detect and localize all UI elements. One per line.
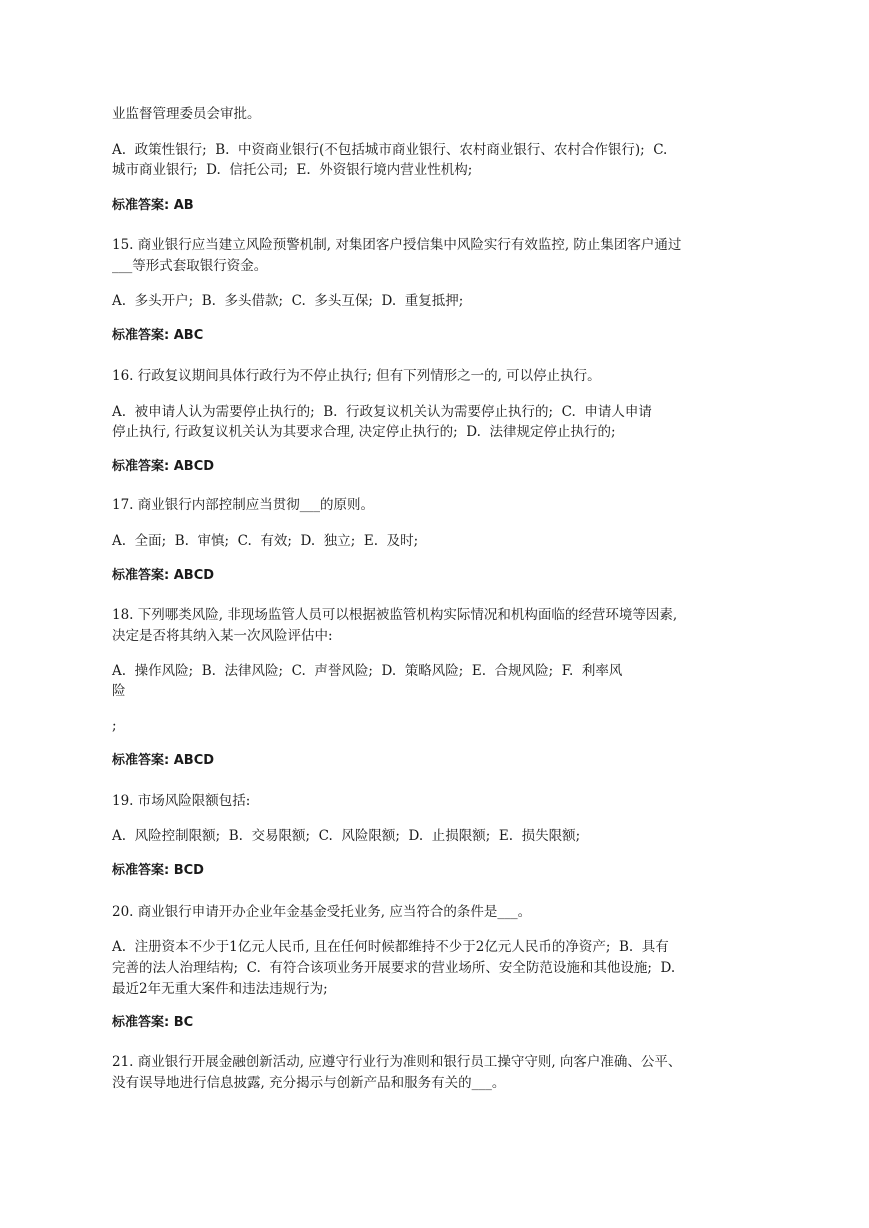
question-line: 15. 商业银行应当建立风险预警机制, 对集团客户授信集中风险实行有效监控, 防止集团客户通过 (112, 237, 682, 253)
answer-label: 标准答案: AB (112, 198, 194, 213)
answer-label: 标准答案: BC (112, 1015, 194, 1030)
option-line: A. 操作风险; B. 法律风险; C. 声誉风险; D. 策略风险; E. 合规风险; F. 利率风 (112, 663, 623, 679)
answer-label: 标准答案: ABCD (112, 568, 215, 583)
option-line: 最近2年无重大案件和违法违规行为; (112, 981, 328, 997)
answer-label: 标准答案: ABCD (112, 753, 215, 768)
question-line: 没有误导地进行信息披露, 充分揭示与创新产品和服务有关的___。 (112, 1075, 506, 1091)
question-line: 21. 商业银行开展金融创新活动, 应遵守行业行为准则和银行员工操守守则, 向客户准确、公平、 (112, 1054, 682, 1070)
option-line: A. 全面; B. 审慎; C. 有效; D. 独立; E. 及时; (112, 533, 419, 549)
answer-label: 标准答案: ABC (112, 328, 204, 343)
option-line: 城市商业银行; D. 信托公司; E. 外资银行境内营业性机构; (112, 162, 473, 178)
question-line: 18. 下列哪类风险, 非现场监管人员可以根据被监管机构实际情况和机构面临的经营环境等因素, (112, 607, 678, 623)
option-line: A. 注册资本不少于1亿元人民币, 且在任何时候都维持不少于2亿元人民币的净资产; B. 具有 (112, 939, 669, 955)
option-line: 险 (112, 683, 126, 699)
question-line: 16. 行政复议期间具体行政行为不停止执行; 但有下列情形之一的, 可以停止执行。 (112, 368, 601, 384)
option-line: 停止执行, 行政复议机关认为其要求合理, 决定停止执行的; D. 法律规定停止执行的; (112, 424, 616, 440)
question-line: ___等形式套取银行资金。 (112, 258, 268, 274)
text-line: ; (112, 718, 117, 734)
answer-label: 标准答案: BCD (112, 863, 204, 878)
question-line: 19. 市场风险限额包括: (112, 793, 251, 809)
option-line: A. 政策性银行; B. 中资商业银行(不包括城市商业银行、农村商业银行、农村合作银行); C. (112, 142, 668, 158)
option-line: A. 被申请人认为需要停止执行的; B. 行政复议机关认为需要停止执行的; C. 申请人申请 (112, 404, 652, 420)
option-line: 完善的法人治理结构; C. 有符合该项业务开展要求的营业场所、安全防范设施和其他设施; D. (112, 960, 676, 976)
question-line: 20. 商业银行申请开办企业年金基金受托业务, 应当符合的条件是___。 (112, 904, 532, 920)
question-line: 17. 商业银行内部控制应当贯彻___的原则。 (112, 497, 375, 513)
option-line: A. 多头开户; B. 多头借款; C. 多头互保; D. 重复抵押; (112, 293, 464, 309)
option-line: A. 风险控制限额; B. 交易限额; C. 风险限额; D. 止损限额; E. 损失限额; (112, 828, 581, 844)
question-line: 决定是否将其纳入某一次风险评估中: (112, 628, 333, 644)
text-line: 业监督管理委员会审批。 (112, 106, 261, 122)
answer-label: 标准答案: ABCD (112, 459, 215, 474)
